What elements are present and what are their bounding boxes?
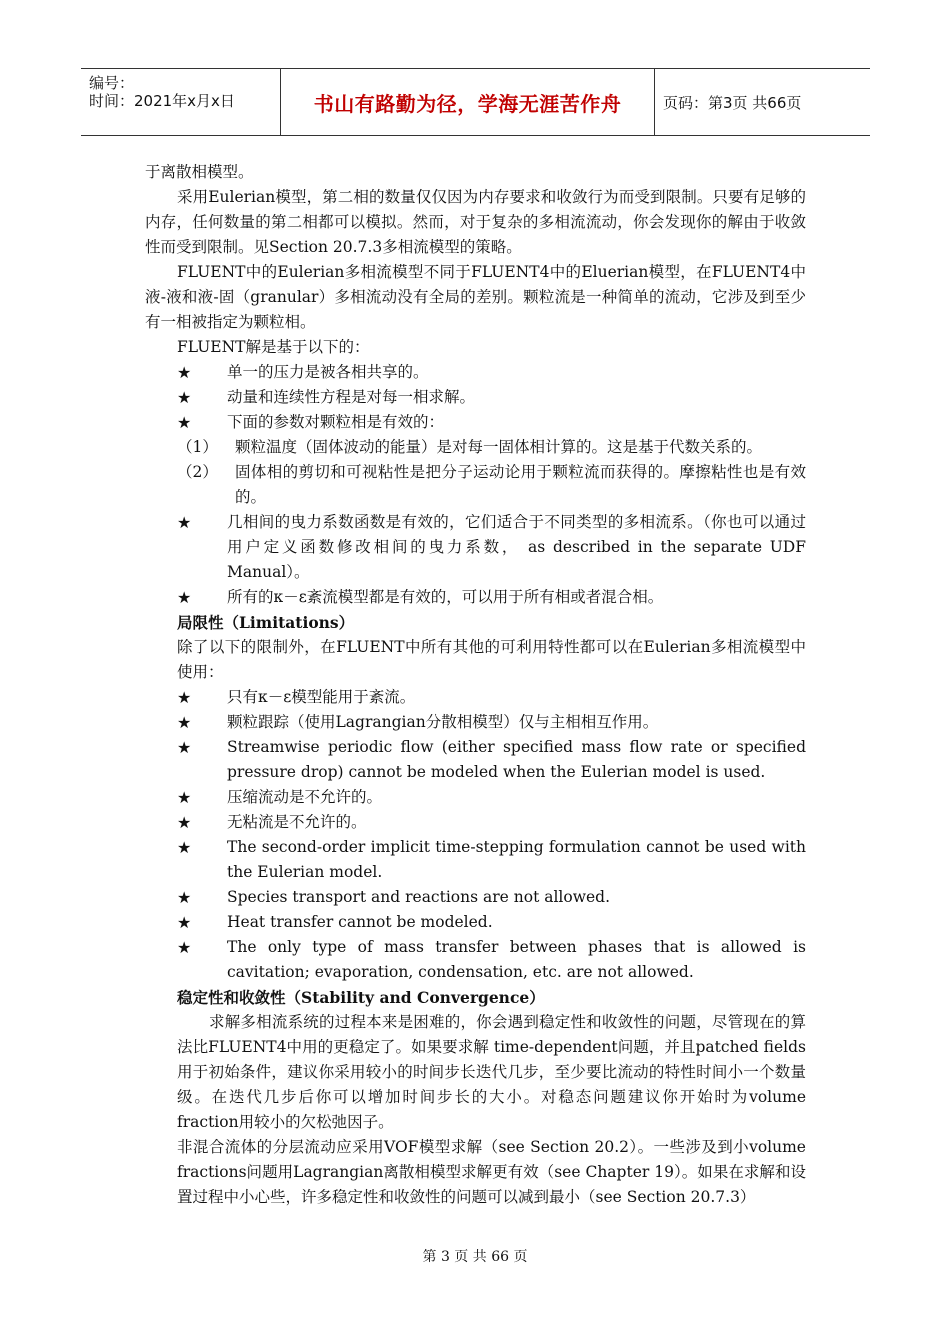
heading-limitations: 局限性（Limitations）	[177, 613, 355, 632]
header-motto-cell	[281, 69, 655, 135]
paragraph-eulerian-limits: 采用Eulerian模型，第二相的数量仅仅因为内存要求和收敛行为而受到限制。只要有足够的内存，任何数量的第二相都可以模拟。然而，对于复杂的多相流流动，你会发现你的解由于收敛性而受到限制。见Section 20.7.3多相流模型的策略。	[145, 188, 806, 256]
limit-second-order-time: The second-order implicit time-stepping formulation cannot be used with the Eulerian model.	[227, 838, 806, 881]
header-page-info: 页码：第3页 共66页	[663, 93, 802, 112]
star-icon: ★	[177, 913, 192, 932]
star-icon: ★	[177, 838, 192, 857]
limit-streamwise-periodic: Streamwise periodic flow (either specified mass flow rate or specified pressure drop) cannot be modeled when the Eulerian model is used.	[227, 738, 806, 781]
paragraph-stability-2: 非混合流体的分层流动应采用VOF模型求解（see Section 20.2）。一些涉及到小volume fractions问题用Lagrangian离散相模型求解更有效（see Chapter 19）。如果在求解和设置过程中小心些，许多稳定性和收敛性的问题可以减到最小（see Section 20.7.3）	[177, 1138, 806, 1206]
star-icon: ★	[177, 588, 192, 607]
star-icon: ★	[177, 738, 192, 757]
star-icon: ★	[177, 513, 192, 532]
page-footer: 第 3 页 共 66 页	[422, 1249, 528, 1265]
bullet-momentum-continuity: 动量和连续性方程是对每一相求解。	[227, 388, 476, 406]
limit-inviscid: 无粘流是不允许的。	[227, 813, 367, 831]
bullet-k-epsilon-models: 所有的κ－ε紊流模型都是有效的，可以用于所有相或者混合相。	[227, 588, 664, 606]
numbered-label-1: （1）	[177, 438, 218, 456]
star-icon: ★	[177, 938, 192, 957]
star-icon: ★	[177, 388, 192, 407]
header-number-label: 编号：	[89, 74, 135, 92]
limit-k-epsilon-only: 只有κ－ε模型能用于紊流。	[227, 688, 416, 706]
star-icon: ★	[177, 688, 192, 707]
bullet-single-pressure: 单一的压力是被各相共享的。	[227, 363, 429, 381]
bullet-drag-coefficient: 几相间的曳力系数函数是有效的，它们适合于不同类型的多相流系。（你也可以通过用户定义函数修改相间的曳力系数， as described in the separate UDF Manual）。	[227, 513, 806, 581]
limit-compressible: 压缩流动是不允许的。	[227, 788, 383, 806]
star-icon: ★	[177, 363, 192, 382]
header-motto: 书山有路勤为径，学海无涯苦作舟	[313, 91, 622, 116]
header-date-label: 时间：2021年x月x日	[89, 92, 235, 110]
numbered-label-2: （2）	[177, 463, 218, 481]
star-icon: ★	[177, 813, 192, 832]
header-meta-cell	[81, 69, 281, 135]
paragraph-limitations-intro: 除了以下的限制外，在FLUENT中所有其他的可利用特性都可以在Eulerian多相流模型中使用：	[177, 638, 806, 681]
paragraph-stability-1: 求解多相流系统的过程本来是困难的，你会遇到稳定性和收敛性的问题，尽管现在的算法比FLUENT4中用的更稳定了。如果要求解 time-dependent问题，并且patched fields用于初始条件，建议你采用较小的时间步长迭代几步，至少要比流动的特性时间小一个数量级。在迭代几步后你可以增加时间步长的大小。对稳态问题建议你开始时为volume fraction用较小的欠松弛因子。	[177, 1013, 806, 1131]
limit-species-transport: Species transport and reactions are not allowed.	[227, 888, 610, 906]
line-intro: 于离散相模型。	[145, 163, 254, 181]
heading-stability-convergence: 稳定性和收敛性（Stability and Convergence）	[177, 988, 545, 1007]
bullet-granular-params: 下面的参数对颗粒相是有效的：	[227, 413, 445, 431]
limit-mass-transfer: The only type of mass transfer between phases that is allowed is cavitation; evaporation, condensation, etc. are not allowed.	[227, 938, 806, 981]
star-icon: ★	[177, 413, 192, 432]
line-fluent-basis: FLUENT解是基于以下的：	[177, 338, 370, 356]
limit-heat-transfer: Heat transfer cannot be modeled.	[227, 913, 493, 931]
page-header	[81, 68, 870, 136]
star-icon: ★	[177, 788, 192, 807]
star-icon: ★	[177, 713, 192, 732]
numbered-item-granular-temperature: 颗粒温度（固体波动的能量）是对每一固体相计算的。这是基于代数关系的。	[235, 438, 763, 456]
limit-particle-tracking: 颗粒跟踪（使用Lagrangian分散相模型）仅与主相相互作用。	[227, 713, 659, 731]
numbered-item-shear-viscosity: 固体相的剪切和可视粘性是把分子运动论用于颗粒流而获得的。摩擦粘性也是有效的。	[235, 463, 806, 506]
paragraph-fluent-vs-fluent4: FLUENT中的Eulerian多相流模型不同于FLUENT4中的Eluerian模型，在FLUENT4中液-液和液-固（granular）多相流动没有全局的差别。颗粒流是一种简单的流动，它涉及到至少有一相被指定为颗粒相。	[145, 263, 806, 331]
star-icon: ★	[177, 888, 192, 907]
